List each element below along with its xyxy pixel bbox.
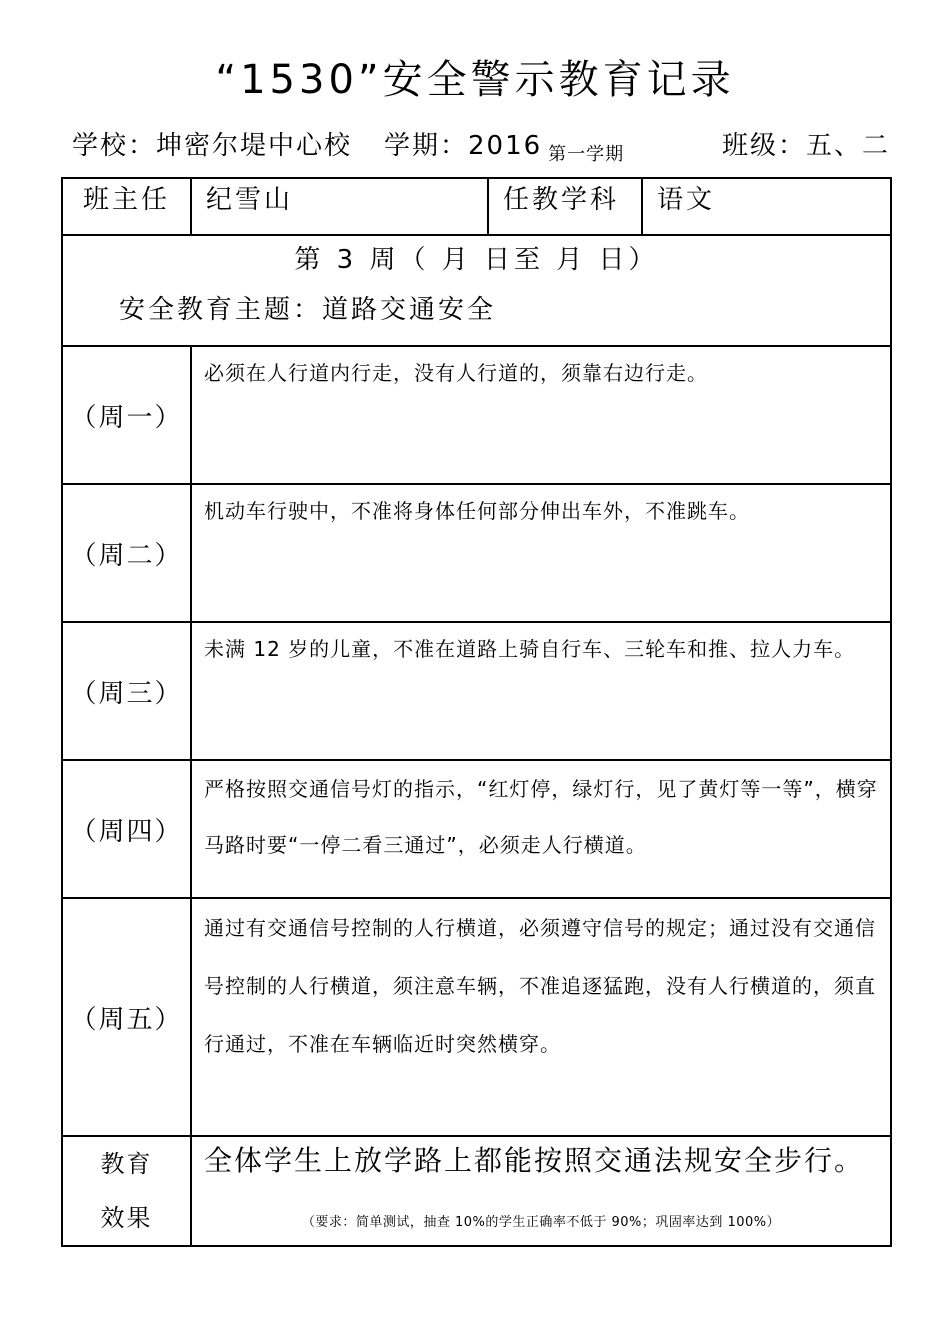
week-row bbox=[62, 235, 891, 346]
day-label-friday: （周五） bbox=[62, 898, 191, 1136]
effect-requirement-note: （要求：简单测试，抽查 10%的学生正确率不低于 90%；巩固率达到 100%） bbox=[301, 1215, 781, 1230]
teacher-label: 班主任 bbox=[62, 178, 191, 235]
term-field bbox=[384, 126, 624, 169]
week-range: 第 3 周（ 月 日至 月 日） bbox=[294, 245, 659, 275]
school-field: 学校：坤密尔堤中心校 bbox=[72, 131, 353, 161]
day-row-monday bbox=[62, 346, 891, 484]
class-field: 班级：五、二 bbox=[721, 131, 890, 161]
effect-main-text: 全体学生上放学路上都能按照交通法规安全步行。 bbox=[204, 1144, 865, 1177]
day-label-thursday: （周四） bbox=[62, 760, 191, 898]
effect-label-line2: 效果 bbox=[100, 1204, 153, 1232]
day-label-wednesday: （周三） bbox=[62, 622, 191, 760]
day-content-friday: 通过有交通信号控制的人行横道，必须遵守信号的规定；通过没有交通信号控制的人行横道，须注意车辆，不准追逐猛跑，没有人行横道的，须直行通过，不准在车辆临近时突然横穿。 bbox=[191, 898, 891, 1136]
teacher-value: 纪雪山 bbox=[191, 178, 488, 235]
effect-row bbox=[62, 1136, 891, 1246]
safety-topic: 安全教育主题：道路交通安全 bbox=[119, 295, 497, 325]
day-row-wednesday bbox=[62, 622, 891, 760]
subject-value: 语文 bbox=[642, 178, 891, 235]
page-title: “1530”安全警示教育记录 bbox=[215, 57, 735, 103]
day-label-tuesday: （周二） bbox=[62, 484, 191, 622]
day-row-friday bbox=[62, 898, 891, 1136]
record-table bbox=[61, 177, 892, 1247]
day-row-tuesday bbox=[62, 484, 891, 622]
header-row bbox=[62, 178, 891, 235]
day-content-thursday: 严格按照交通信号灯的指示，“红灯停，绿灯行，见了黄灯等一等”，横穿马路时要“一停二看三通过”，必须走人行横道。 bbox=[191, 760, 891, 898]
day-content-monday: 必须在人行道内行走，没有人行道的，须靠右边行走。 bbox=[191, 346, 891, 484]
day-label-monday: （周一） bbox=[62, 346, 191, 484]
effect-label-line1: 教育 bbox=[100, 1150, 153, 1178]
day-content-wednesday: 未满 12 岁的儿童，不准在道路上骑自行车、三轮车和推、拉人力车。 bbox=[191, 622, 891, 760]
day-row-thursday bbox=[62, 760, 891, 898]
week-block bbox=[62, 235, 891, 346]
subject-label: 任教学科 bbox=[488, 178, 642, 235]
effect-content bbox=[191, 1136, 891, 1246]
record-info-row bbox=[72, 126, 890, 166]
term-small: 第一学期 bbox=[548, 144, 625, 165]
day-content-tuesday: 机动车行驶中，不准将身体任何部分伸出车外，不准跳车。 bbox=[191, 484, 891, 622]
term-label: 学期：2016 bbox=[384, 131, 543, 161]
effect-label bbox=[62, 1136, 191, 1246]
